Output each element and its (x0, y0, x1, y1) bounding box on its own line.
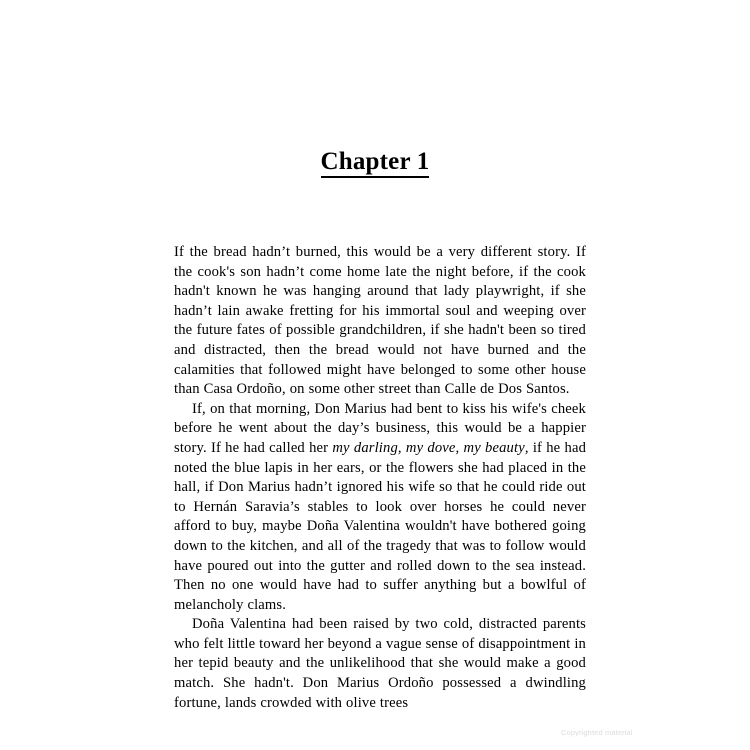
body-paragraph-2 (174, 400, 586, 616)
paragraph-2-text-before-italic: If, on that morning, Don Marius had bent to kiss his wife's cheek before he went about the day’s business, this would be a happier story. If he had called her (174, 400, 586, 456)
body-paragraph-1 (174, 243, 586, 400)
copyright-watermark: Copyrighted material (561, 728, 633, 737)
paragraph-1-text: If the bread hadn’t burned, this would be a very different story. If the cook's son hadn’t come home late the night before, if the cook hadn't known he was hanging around that lady playwright, if she hadn’t lain awake fretting for his immortal soul and weeping over the future fates of possible grandchildren, if she hadn't been so tired and distracted, then the bread would not have burned and the calamities that followed might have belonged to some other house than Casa Ordoño, on some other street than Calle de Dos Santos. (174, 244, 586, 398)
paragraph-2-italic-phrase: my darling, my dove, my beauty (332, 439, 525, 456)
paragraph-2-text-after-italic: , if he had noted the blue lapis in her ears, or the flowers she had placed in the hall, if Don Marius hadn’t ignored his wife so that he could ride out to Hernán Saravia’s stables to look over horses he could never afford to buy, maybe Doña Valentina wouldn't have bothered going down to the kitchen, and all of the tragedy that was to follow would have poured out into the gutter and rolled down to the sea instead. Then no one would have had to suffer anything but a bowlful of melancholy clams. (174, 439, 587, 613)
paragraph-3-text: Doña Valentina had been raised by two cold, distracted parents who felt little toward her beyond a vague sense of disappointment in her tepid beauty and the unlikelihood that she would make a good match. She hadn't. Don Marius Ordoño possessed a dwindling fortune, lands crowded with olive trees (174, 616, 586, 711)
body-text-column (174, 243, 586, 713)
body-paragraph-3 (174, 615, 586, 713)
chapter-heading-label: Chapter 1 (321, 148, 430, 179)
chapter-heading (0, 148, 750, 179)
